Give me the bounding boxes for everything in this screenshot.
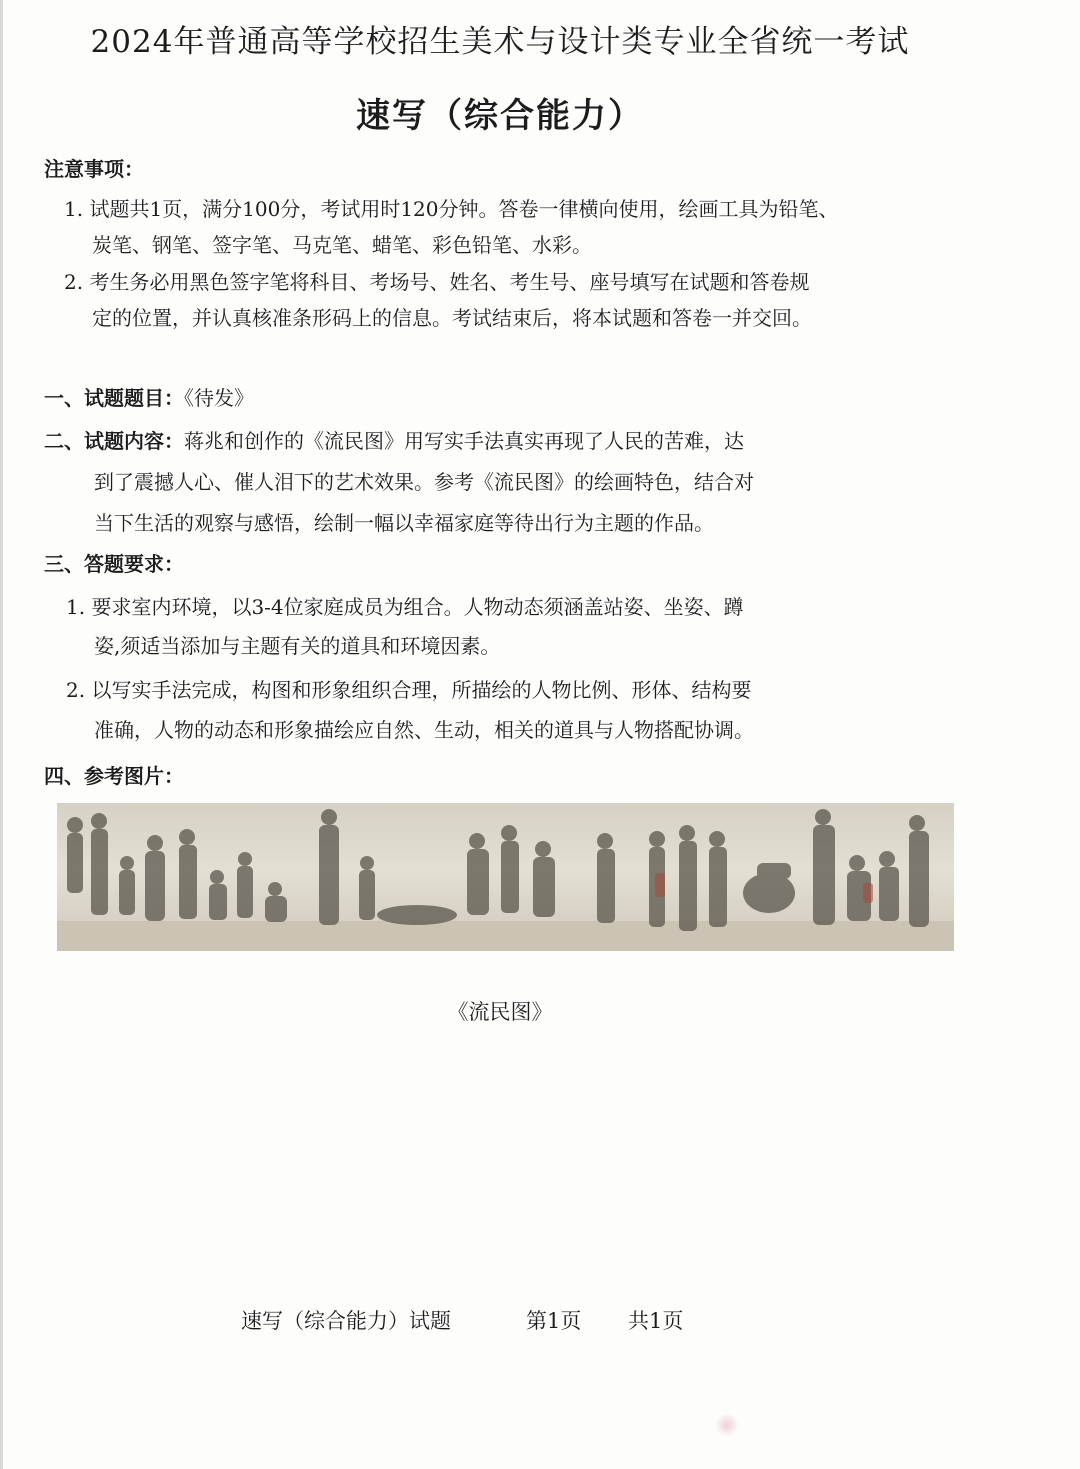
section-2-label: 二、试题内容： <box>44 429 184 453</box>
notice-item-1-line-2: 炭笔、钢笔、签字笔、马克笔、蜡笔、彩色铅笔、水彩。 <box>92 233 592 257</box>
notice-item-2-line-2: 定的位置，并认真核准条形码上的信息。考试结束后，将本试题和答卷一并交回。 <box>92 306 812 330</box>
section-2-line-3: 当下生活的观察与感悟，绘制一幅以幸福家庭等待出行为主题的作品。 <box>94 511 714 535</box>
footer-subject: 速写（综合能力）试题 <box>241 1309 451 1333</box>
image-caption: 《流民图》 <box>447 1000 553 1024</box>
section-3-req-2-line-2: 准确，人物的动态和形象描绘应自然、生动，相关的道具与人物搭配协调。 <box>94 718 754 742</box>
section-3-req-2-line-1: 2. 以写实手法完成，构图和形象组织合理，所描绘的人物比例、形体、结构要 <box>66 678 752 702</box>
notice-item-1-line-1: 1. 试题共1页，满分100分，考试用时120分钟。答卷一律横向使用，绘画工具为铅笔、 <box>64 197 839 221</box>
section-2-text-1: 蒋兆和创作的《流民图》用写实手法真实再现了人民的苦难，达 <box>184 429 744 453</box>
section-3-req-1-line-1: 1. 要求室内环境，以3-4位家庭成员为组合。人物动态须涵盖站姿、坐姿、蹲 <box>66 595 744 619</box>
scan-smudge <box>714 1414 740 1436</box>
section-3-heading <box>44 548 184 577</box>
painting-figures-icon <box>57 803 954 951</box>
section-2-line-1 <box>44 425 744 454</box>
section-1-text: 《待发》 <box>184 386 254 410</box>
footer-page-number: 第1页 <box>526 1309 582 1333</box>
section-4-label: 四、参考图片： <box>44 764 184 788</box>
section-3-req-1-line-2: 姿,须适当添加与主题有关的道具和环境因素。 <box>94 634 501 658</box>
footer-total-pages: 共1页 <box>628 1309 684 1333</box>
section-4-heading <box>44 760 184 789</box>
exam-title: 2024年普通高等学校招生美术与设计类专业全省统一考试 <box>90 24 910 60</box>
section-3-label: 三、答题要求： <box>44 552 184 576</box>
section-1 <box>44 382 254 411</box>
section-2-line-2: 到了震撼人心、催人泪下的艺术效果。参考《流民图》的绘画特色，结合对 <box>94 470 754 494</box>
notice-item-2-line-1: 2. 考生务必用黑色签字笔将科目、考场号、姓名、考生号、座号填写在试题和答卷规 <box>64 270 810 294</box>
subject-title: 速写（综合能力） <box>356 96 644 136</box>
scan-edge <box>0 0 3 1469</box>
reference-painting <box>57 803 954 951</box>
notice-heading: 注意事项： <box>44 157 144 181</box>
section-1-label: 一、试题题目： <box>44 386 184 410</box>
